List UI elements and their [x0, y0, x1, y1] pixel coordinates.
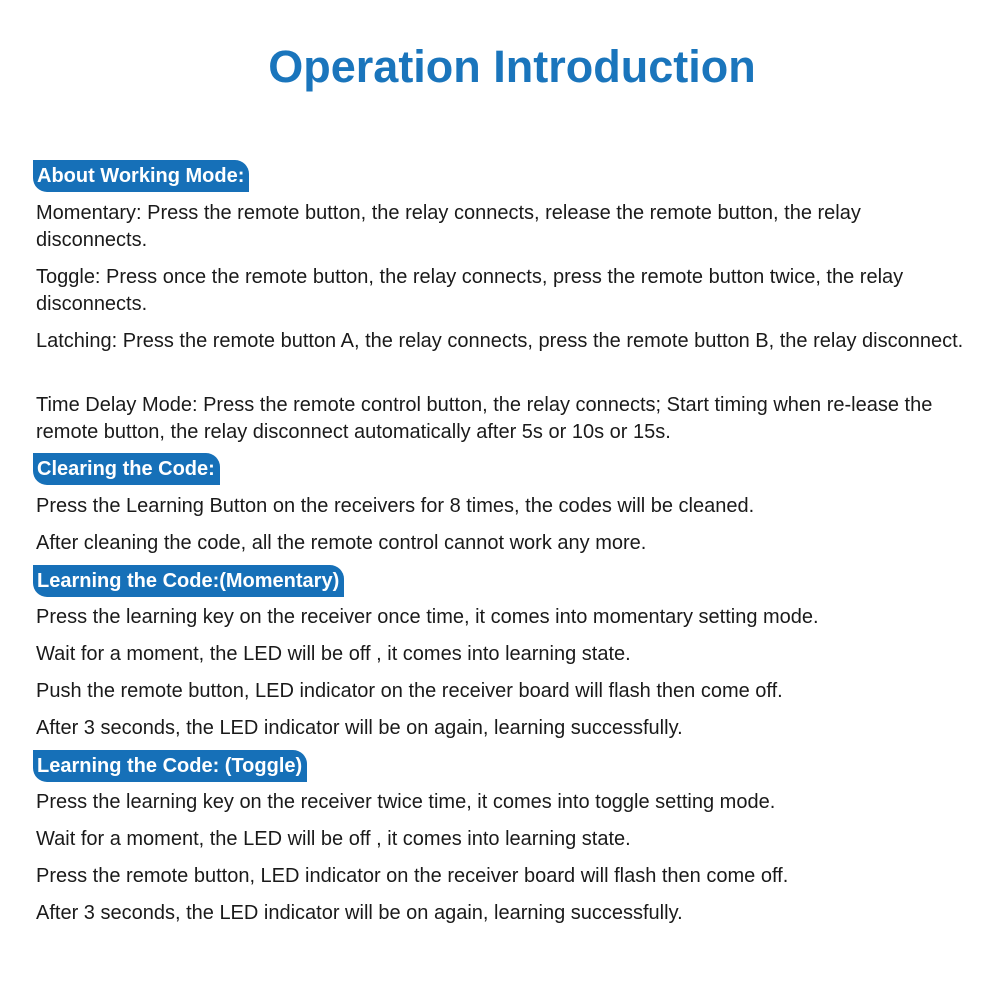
paragraph-momentary: Momentary: Press the remote button, the relay connects, release the remote button, the relay disconnects.	[36, 202, 861, 251]
paragraph-clearing-2: After cleaning the code, all the remote control cannot work any more.	[36, 532, 647, 554]
paragraph-momentary-step-2: Wait for a moment, the LED will be off , it comes into learning state.	[36, 643, 631, 665]
paragraph-clearing-1: Press the Learning Button on the receivers for 8 times, the codes will be cleaned.	[36, 495, 755, 517]
page-title: Operation Introduction	[268, 41, 756, 92]
paragraph-toggle-step-2: Wait for a moment, the LED will be off , it comes into learning state.	[36, 828, 631, 850]
section-heading-clearing-code: Clearing the Code:	[33, 453, 220, 485]
paragraph-time-delay: Time Delay Mode: Press the remote control button, the relay connects; Start timing when re-lease the remote button, the relay disconnect automatically after 5s or 10s or 15s.	[36, 394, 933, 443]
section-heading-learning-toggle: Learning the Code: (Toggle)	[33, 750, 307, 782]
paragraph-latching: Latching: Press the remote button A, the relay connects, press the remote button B, the relay disconnect.	[36, 330, 964, 352]
paragraph-toggle-step-4: After 3 seconds, the LED indicator will be on again, learning successfully.	[36, 902, 683, 924]
paragraph-momentary-step-1: Press the learning key on the receiver once time, it comes into momentary setting mode.	[36, 606, 819, 628]
section-heading-working-mode: About Working Mode:	[33, 160, 249, 192]
paragraph-toggle-step-3: Press the remote button, LED indicator on the receiver board will flash then come off.	[36, 865, 789, 887]
section-heading-learning-momentary: Learning the Code:(Momentary)	[33, 565, 344, 597]
paragraph-momentary-step-4: After 3 seconds, the LED indicator will be on again, learning successfully.	[36, 717, 683, 739]
paragraph-toggle-step-1: Press the learning key on the receiver twice time, it comes into toggle setting mode.	[36, 791, 776, 813]
paragraph-momentary-step-3: Push the remote button, LED indicator on the receiver board will flash then come off.	[36, 680, 783, 702]
paragraph-toggle: Toggle: Press once the remote button, the relay connects, press the remote button twice, the relay disconnects.	[36, 266, 904, 315]
